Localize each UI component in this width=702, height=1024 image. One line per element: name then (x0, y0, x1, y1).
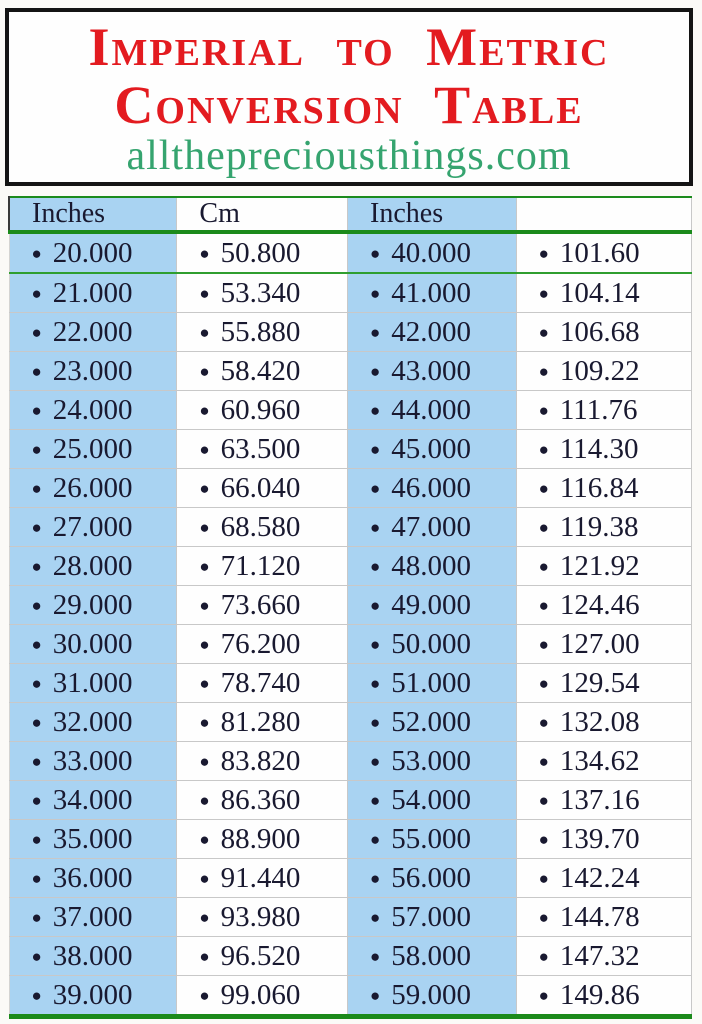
cell-value: 30.000 (52, 627, 133, 660)
bullet-icon: ● (31, 283, 42, 303)
bullet-icon: ● (538, 361, 549, 381)
bullet-icon: ● (370, 517, 381, 537)
bullet-icon: ● (538, 985, 549, 1005)
bullet-icon: ● (370, 595, 381, 615)
bullet-icon: ● (31, 712, 42, 732)
cell-value: 37.000 (52, 900, 133, 933)
cell-value: 132.08 (559, 705, 640, 738)
cell-cm-right (516, 232, 691, 273)
cell-inches-right (348, 547, 517, 586)
cell-value: 91.440 (220, 861, 301, 894)
bullet-icon: ● (538, 634, 549, 654)
cell-inches-right (348, 313, 517, 352)
table-row (9, 664, 692, 703)
bullet-icon: ● (31, 361, 42, 381)
page-title-line-2: Conversion Table (114, 75, 584, 135)
cell-value: 147.32 (559, 939, 640, 972)
cell-value: 27.000 (52, 510, 133, 543)
cell-cm-left (177, 820, 348, 859)
bullet-icon: ● (538, 556, 549, 576)
bullet-icon: ● (199, 751, 210, 771)
cell-cm-right (516, 313, 691, 352)
conversion-table (8, 196, 692, 1019)
cell-value: 139.70 (559, 822, 640, 855)
cell-inches-right (348, 664, 517, 703)
cell-cm-left (177, 937, 348, 976)
cell-value: 127.00 (559, 627, 640, 660)
cell-inches-left (9, 430, 177, 469)
cell-value: 99.060 (220, 978, 301, 1011)
cell-value: 73.660 (220, 588, 301, 621)
cell-value: 57.000 (391, 900, 472, 933)
table-row (9, 742, 692, 781)
bullet-icon: ● (370, 634, 381, 654)
bullet-icon: ● (199, 829, 210, 849)
bullet-icon: ● (538, 400, 549, 420)
cell-inches-right (348, 625, 517, 664)
bullet-icon: ● (370, 790, 381, 810)
bullet-icon: ● (538, 439, 549, 459)
conversion-table-header (9, 197, 692, 232)
column-header-inches-right: Inches (348, 197, 517, 232)
cell-inches-left (9, 273, 177, 313)
cell-cm-left (177, 976, 348, 1017)
bullet-icon: ● (199, 243, 210, 263)
cell-value: 52.000 (391, 705, 472, 738)
cell-value: 106.68 (559, 315, 640, 348)
cell-value: 55.880 (220, 315, 301, 348)
cell-value: 33.000 (52, 744, 133, 777)
cell-inches-right (348, 430, 517, 469)
cell-value: 104.14 (559, 276, 640, 309)
cell-cm-right (516, 469, 691, 508)
bullet-icon: ● (538, 712, 549, 732)
bullet-icon: ● (199, 790, 210, 810)
cell-cm-left (177, 352, 348, 391)
bullet-icon: ● (31, 868, 42, 888)
cell-cm-right (516, 781, 691, 820)
cell-cm-left (177, 703, 348, 742)
bullet-icon: ● (370, 868, 381, 888)
header-row (9, 197, 692, 232)
cell-inches-right (348, 703, 517, 742)
cell-value: 63.500 (220, 432, 301, 465)
bullet-icon: ● (538, 322, 549, 342)
cell-inches-right (348, 820, 517, 859)
conversion-table-body (9, 232, 692, 1017)
table-row (9, 508, 692, 547)
cell-inches-left (9, 232, 177, 273)
cell-cm-left (177, 469, 348, 508)
cell-value: 114.30 (559, 432, 639, 465)
bullet-icon: ● (199, 985, 210, 1005)
cell-inches-left (9, 898, 177, 937)
cell-cm-right (516, 273, 691, 313)
cell-inches-right (348, 273, 517, 313)
bullet-icon: ● (31, 322, 42, 342)
cell-cm-left (177, 508, 348, 547)
cell-value: 51.000 (391, 666, 472, 699)
bullet-icon: ● (538, 478, 549, 498)
cell-value: 34.000 (52, 783, 133, 816)
cell-cm-left (177, 781, 348, 820)
cell-cm-left (177, 898, 348, 937)
bullet-icon: ● (199, 712, 210, 732)
cell-value: 32.000 (52, 705, 133, 738)
table-row (9, 391, 692, 430)
cell-value: 58.420 (220, 354, 301, 387)
table-row (9, 859, 692, 898)
cell-value: 96.520 (220, 939, 301, 972)
bullet-icon: ● (370, 946, 381, 966)
bullet-icon: ● (31, 595, 42, 615)
cell-value: 43.000 (391, 354, 472, 387)
website-text: allthepreciousthings.com (126, 133, 572, 179)
bullet-icon: ● (538, 595, 549, 615)
cell-value: 22.000 (52, 315, 133, 348)
cell-value: 93.980 (220, 900, 301, 933)
cell-cm-right (516, 703, 691, 742)
bullet-icon: ● (199, 439, 210, 459)
cell-value: 56.000 (391, 861, 472, 894)
table-row (9, 703, 692, 742)
bullet-icon: ● (199, 595, 210, 615)
bullet-icon: ● (199, 361, 210, 381)
cell-value: 50.800 (220, 236, 301, 269)
cell-value: 129.54 (559, 666, 640, 699)
cell-inches-right (348, 859, 517, 898)
bullet-icon: ● (538, 946, 549, 966)
page-title-line-1: Imperial to Metric (88, 17, 610, 77)
bullet-icon: ● (31, 829, 42, 849)
cell-inches-left (9, 586, 177, 625)
cell-inches-left (9, 391, 177, 430)
cell-cm-left (177, 742, 348, 781)
bullet-icon: ● (199, 673, 210, 693)
bullet-icon: ● (31, 400, 42, 420)
bullet-icon: ● (370, 556, 381, 576)
cell-value: 137.16 (559, 783, 640, 816)
bullet-icon: ● (31, 634, 42, 654)
cell-value: 38.000 (52, 939, 133, 972)
cell-value: 39.000 (52, 978, 133, 1011)
bullet-icon: ● (370, 283, 381, 303)
cell-inches-left (9, 859, 177, 898)
bullet-icon: ● (538, 673, 549, 693)
cell-value: 144.78 (559, 900, 640, 933)
cell-inches-right (348, 469, 517, 508)
cell-cm-right (516, 937, 691, 976)
cell-value: 134.62 (559, 744, 640, 777)
cell-value: 48.000 (391, 549, 472, 582)
table-row (9, 352, 692, 391)
cell-value: 23.000 (52, 354, 133, 387)
bullet-icon: ● (538, 829, 549, 849)
cell-cm-left (177, 391, 348, 430)
cell-value: 78.740 (220, 666, 301, 699)
cell-value: 81.280 (220, 705, 301, 738)
cell-cm-left (177, 313, 348, 352)
cell-value: 45.000 (391, 432, 472, 465)
bullet-icon: ● (538, 283, 549, 303)
cell-cm-left (177, 273, 348, 313)
cell-value: 29.000 (52, 588, 133, 621)
cell-cm-right (516, 625, 691, 664)
cell-value: 42.000 (391, 315, 472, 348)
cell-inches-left (9, 820, 177, 859)
bullet-icon: ● (370, 243, 381, 263)
table-row (9, 820, 692, 859)
cell-inches-right (348, 742, 517, 781)
cell-value: 26.000 (52, 471, 133, 504)
table-row (9, 430, 692, 469)
cell-inches-left (9, 547, 177, 586)
table-row (9, 232, 692, 273)
table-row (9, 937, 692, 976)
cell-inches-right (348, 352, 517, 391)
cell-value: 83.820 (220, 744, 301, 777)
cell-value: 36.000 (52, 861, 133, 894)
cell-value: 24.000 (52, 393, 133, 426)
bullet-icon: ● (370, 322, 381, 342)
cell-value: 28.000 (52, 549, 133, 582)
cell-inches-right (348, 508, 517, 547)
bullet-icon: ● (199, 634, 210, 654)
cell-cm-right (516, 898, 691, 937)
cell-value: 31.000 (52, 666, 133, 699)
bullet-icon: ● (31, 790, 42, 810)
bullet-icon: ● (370, 478, 381, 498)
bullet-icon: ● (31, 439, 42, 459)
cell-value: 86.360 (220, 783, 301, 816)
table-row (9, 547, 692, 586)
cell-value: 55.000 (391, 822, 472, 855)
column-header-cm-right (516, 197, 691, 232)
cell-cm-right (516, 586, 691, 625)
cell-value: 121.92 (559, 549, 640, 582)
cell-inches-left (9, 352, 177, 391)
cell-cm-left (177, 232, 348, 273)
bullet-icon: ● (370, 829, 381, 849)
cell-inches-right (348, 232, 517, 273)
bullet-icon: ● (538, 868, 549, 888)
cell-inches-left (9, 625, 177, 664)
cell-value: 116.84 (559, 471, 639, 504)
cell-value: 53.000 (391, 744, 472, 777)
column-header-inches-left: Inches (9, 197, 177, 232)
title-banner (5, 8, 693, 186)
table-row (9, 586, 692, 625)
bullet-icon: ● (370, 673, 381, 693)
bullet-icon: ● (199, 322, 210, 342)
cell-value: 111.76 (559, 393, 638, 426)
cell-value: 119.38 (559, 510, 639, 543)
cell-value: 47.000 (391, 510, 472, 543)
bullet-icon: ● (538, 790, 549, 810)
cell-cm-left (177, 586, 348, 625)
cell-cm-left (177, 625, 348, 664)
cell-value: 66.040 (220, 471, 301, 504)
cell-inches-right (348, 937, 517, 976)
cell-cm-right (516, 664, 691, 703)
cell-value: 71.120 (220, 549, 301, 582)
bullet-icon: ● (370, 712, 381, 732)
cell-cm-right (516, 547, 691, 586)
cell-inches-left (9, 781, 177, 820)
cell-inches-right (348, 781, 517, 820)
column-header-cm-left: Cm (177, 197, 348, 232)
cell-value: 109.22 (559, 354, 640, 387)
cell-value: 25.000 (52, 432, 133, 465)
table-row (9, 976, 692, 1017)
cell-inches-left (9, 937, 177, 976)
cell-value: 46.000 (391, 471, 472, 504)
cell-inches-right (348, 391, 517, 430)
cell-value: 41.000 (391, 276, 472, 309)
bullet-icon: ● (199, 907, 210, 927)
cell-inches-left (9, 469, 177, 508)
table-row (9, 313, 692, 352)
bullet-icon: ● (370, 400, 381, 420)
cell-cm-right (516, 391, 691, 430)
bullet-icon: ● (31, 985, 42, 1005)
bullet-icon: ● (538, 517, 549, 537)
table-row (9, 469, 692, 508)
cell-value: 88.900 (220, 822, 301, 855)
cell-inches-left (9, 976, 177, 1017)
bullet-icon: ● (199, 400, 210, 420)
bullet-icon: ● (370, 439, 381, 459)
table-row (9, 898, 692, 937)
cell-inches-right (348, 586, 517, 625)
bullet-icon: ● (370, 985, 381, 1005)
bullet-icon: ● (31, 556, 42, 576)
cell-value: 44.000 (391, 393, 472, 426)
cell-inches-left (9, 508, 177, 547)
cell-cm-right (516, 430, 691, 469)
cell-inches-right (348, 898, 517, 937)
bullet-icon: ● (538, 907, 549, 927)
bullet-icon: ● (370, 361, 381, 381)
bullet-icon: ● (31, 907, 42, 927)
cell-value: 124.46 (559, 588, 640, 621)
cell-cm-right (516, 976, 691, 1017)
cell-value: 76.200 (220, 627, 301, 660)
bullet-icon: ● (31, 751, 42, 771)
bullet-icon: ● (31, 478, 42, 498)
cell-inches-left (9, 703, 177, 742)
cell-inches-left (9, 664, 177, 703)
table-row (9, 273, 692, 313)
bullet-icon: ● (370, 907, 381, 927)
cell-inches-right (348, 976, 517, 1017)
bullet-icon: ● (31, 673, 42, 693)
cell-value: 101.60 (559, 236, 640, 269)
bullet-icon: ● (199, 478, 210, 498)
cell-value: 21.000 (52, 276, 133, 309)
bullet-icon: ● (31, 517, 42, 537)
cell-value: 149.86 (559, 978, 640, 1011)
bullet-icon: ● (538, 751, 549, 771)
bullet-icon: ● (199, 946, 210, 966)
table-row (9, 625, 692, 664)
cell-value: 142.24 (559, 861, 640, 894)
bullet-icon: ● (370, 751, 381, 771)
cell-value: 49.000 (391, 588, 472, 621)
bullet-icon: ● (199, 517, 210, 537)
cell-cm-left (177, 547, 348, 586)
bullet-icon: ● (199, 556, 210, 576)
cell-value: 50.000 (391, 627, 472, 660)
bullet-icon: ● (31, 243, 42, 263)
cell-cm-left (177, 430, 348, 469)
bullet-icon: ● (199, 868, 210, 888)
cell-value: 35.000 (52, 822, 133, 855)
cell-cm-right (516, 859, 691, 898)
cell-value: 59.000 (391, 978, 472, 1011)
cell-value: 54.000 (391, 783, 472, 816)
cell-value: 58.000 (391, 939, 472, 972)
cell-value: 68.580 (220, 510, 301, 543)
bullet-icon: ● (31, 946, 42, 966)
cell-inches-left (9, 313, 177, 352)
cell-value: 20.000 (52, 236, 133, 269)
table-row (9, 781, 692, 820)
cell-cm-left (177, 859, 348, 898)
cell-cm-right (516, 742, 691, 781)
bullet-icon: ● (538, 243, 549, 263)
cell-value: 40.000 (391, 236, 472, 269)
cell-cm-right (516, 352, 691, 391)
cell-value: 60.960 (220, 393, 301, 426)
cell-value: 53.340 (220, 276, 301, 309)
bullet-icon: ● (199, 283, 210, 303)
cell-cm-right (516, 508, 691, 547)
cell-cm-left (177, 664, 348, 703)
cell-inches-left (9, 742, 177, 781)
cell-cm-right (516, 820, 691, 859)
